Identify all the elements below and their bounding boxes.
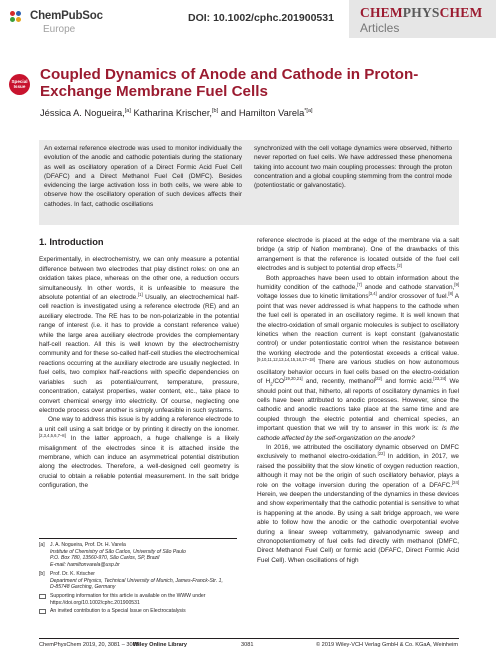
footnotes [39,542,239,615]
author-list: Jéssica A. Nogueira,[a] Katharina Krischer,[b] and Hamilton Varela$^{*[a]}$ [40,108,313,119]
footer-divider [39,638,459,639]
info-icon [39,609,46,614]
article-title: Coupled Dynamics of Anode and Cathode in Proton-Exchange Membrane Fuel Cells [40,66,419,100]
paragraph: reference electrode is placed at the edge of the membrane via a salt bridge (a strip of Nafion membrane). One of the drawbacks of this arrangement is that the reference is located outside of the fuel cell electrodes and is subject to potential drop effects.[2] [257,237,459,273]
chempubsoc-logo-icon [10,11,26,27]
section-heading: 1. Introduction [39,237,104,247]
paragraph: In 2016, we attributed the oscillatory dynamic observed on DMFC exclusively to methanol electro-oxidation.[22] In addition, in 2017, we raised the possibility that the slow kinetic of oxygen reduction reaction, although it may not be the origin of such oscillatory behavior, plays a role on the voltage inversion during the operation of a DFAFC.[24] Herein, we deepen the understanding of the dynamics in these devices and show experimentally that the cathodic potential is sensitive to what is happening at the anode. By using a salt bridge approach, we were able to follow how the anodic or the cathodic overpotential evolve during a linear sweep voltammetry, galvanodynamic sweep and chronopotentiometry of fuel cells fed directly with methanol (DMFC, Direct Methanol Fuel Cell) or formic acid (DFAFC, Direct Formic Acid Fuel Cell). When oscillations of high [257,443,459,564]
journal-banner [349,0,496,38]
copyright-notice: © 2019 Wiley-VCH Verlag GmbH & Co. KGaA, Weinheim [316,642,459,648]
citation-line: ChemPhysChem 2019, 20, 3081 – 3088 [39,642,139,648]
doi-link[interactable]: DOI: 10.1002/cphc.201900531 [188,12,334,24]
footnote-divider [39,538,237,539]
invited-note: An invited contribution to a Special Issue on Electrocatalysis [39,608,239,615]
affiliation-b: [b] Prof. Dr. K. Krischer Department of Physics, Technical University of Munich, James-Franck-Str. 1, D-85748 Garching, Germany [39,570,223,591]
paragraph: Both approaches have been used to obtain information about the humidity condition of the cathode,[7] anode and cathode starvation,[9] voltage losses due to kinetic limitations[3,4] and/or crossover of fuel.[8] A point that was never addressed is what happens to the cathode when the fuel cell is operated in an oscillatory regime. It is well known that the electro-oxidation of small organic molecules is subject to oscillatory kinetics when the reaction current is kept constant (galvanostatic control) or under potentiostatic control when the resistance between the working electrode and the potentiostat exceeds a critical value.[9,10,11,12,13,14,15,16,17–18] There are various studies on how autonomous oscillatory behavior occurs in fuel cells based on the electro-oxidation of $H_2/CO[19,20,21]$ and, recently, methanol[22] and formic acid.[23,24] We should point out that, hitherto, all reports of oscillatory dynamics in fuel cells have been attributed to anodic processes. However, since the cathodic and anodic reactions take place at the same time and are coupled through the electric potential and chemical species, an important question that we will try to answer in this work is: Is the cathode affected by the self-organization on the anode? [257,274,459,442]
publisher-name: ChemPubSoc [30,10,103,22]
right-text-column [257,236,459,565]
paragraph: Experimentally, in electrochemistry, we can only measure a potential difference between two electrodes that play distinct roles: on one an oxidation takes place, whereas on the other one, a reduction occurs simultaneously. In other words, it is unfeasible to measure the absolute potential of an electrode.[1] Usually, an electrochemical half-cell reaction is investigated using a reference electrode (RE) and an auxiliary electrode. The RE has to be non-polarizable in the potential range of interest (i.e. it has to provide a constant reference value) while the large area auxiliary electrode provides the complementary half-cell reaction. All this is well known by the electrochemistry community and for these so-called half-cell studies the electrochemical reactions occurring at the auxiliary electrode are usually neglected. In fuel cells, two complex half-reactions with specific dependencies on variables such as potential/current, temperature, pressure, concentration, catalyst properties, water content, etc., take place to convert chemical energy into electricity. Of course, neglecting one electrode process over another is simply unfeasible in such systems. [39,256,239,414]
document-icon [39,594,46,599]
publisher-logo [10,8,130,38]
left-text-column [39,228,239,491]
journal-name: CHEMPHYSCHEM [360,5,483,20]
publisher-subtitle: Europe [43,24,76,35]
abstract-column-right: synchronized with the cell voltage dynamics were observed, hitherto never reported on fuel cells. We have addressed these phenomena taking into account two main coupling processes: through the proton concentration and a global coupling stemming from the control mode (potentiostatic or galvanostatic). [254,145,452,190]
paragraph: One way to address this issue is by adding a reference electrode to a unit cell using a salt bridge or by printing it directly on the ionomer.[2,3,4,5,6,7–8] In the latter approach, a huge challenge is a likely misalignment of the electrodes since it is attached inside the membrane, which can induce an asymmetrical potential distribution along the electrodes. Therefore, a well-designed cell geometry is crucial to obtain a reliable potential measurement. In the salt bridge configuration, the [39,416,239,490]
wiley-library-link[interactable]: Wiley Online Library [133,642,188,648]
article-type: Articles [360,21,400,35]
page-number: 3081 [241,642,254,648]
supporting-info-note: Supporting information for this article is available on the WWW under https://doi.org/10.1002/cphc.201900531 [39,593,239,606]
abstract-column-left: An external reference electrode was used to monitor individually the evolution of the anodic and cathodic potentials during the stationary as well as oscillatory operation of a Direct Formic Acid Fuel Cell (DFAFC) and a Direct Methanol Fuel Cell (DMFC). Besides evidencing the large activation loss in both cells, we were able to observe how the oscillatory operation of such devices affects their cathodes. In fact, cathodic oscillations [44,145,242,208]
abstract-box [39,140,459,225]
affiliation-a: [a] J. A. Nogueira, Prof. Dr. H. Varela Institute of Chemistry of São Carlos, University of São Paulo P.O. Box 780, 13560-970, São Carlos, SP, Brazil E-mail: hamiltonvarela@usp.br [39,542,186,569]
special-issue-badge: Special Issue [9,74,30,95]
supporting-info-link[interactable]: https://doi.org/10.1002/cphc.201900531 [50,599,140,606]
page-header [0,0,496,44]
